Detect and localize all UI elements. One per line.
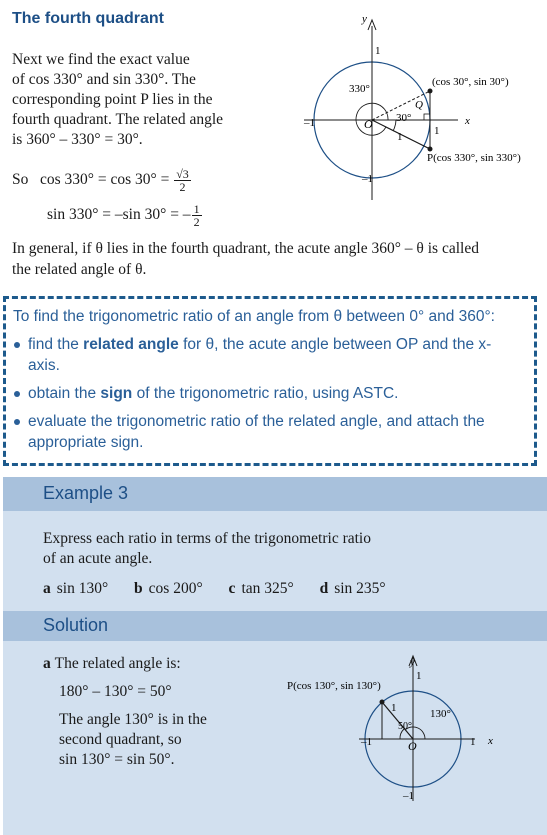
fraction xyxy=(192,203,202,228)
tick-label: –1 xyxy=(362,173,373,185)
key-bullet xyxy=(12,411,512,453)
origin-label: O xyxy=(408,739,417,753)
eq-left: cos 330° = cos 30° = xyxy=(40,171,170,189)
x-axis-label: x xyxy=(465,115,470,127)
part-letter: b xyxy=(134,580,143,597)
unit-circle-diagram-130 xyxy=(283,649,508,809)
point-upper-label: (cos 30°, sin 30°) xyxy=(432,76,509,88)
bullet-text: of the trigonometric ratio, using ASTC. xyxy=(132,385,399,402)
bullet-bold: related angle xyxy=(83,336,179,353)
general-statement xyxy=(12,238,537,280)
example-title: Example 3 xyxy=(43,483,129,503)
intro-paragraph xyxy=(12,50,267,150)
key-bullet xyxy=(12,334,512,376)
key-bullet xyxy=(12,383,512,404)
tick-label: 1 xyxy=(416,670,422,682)
radius-label: 1 xyxy=(391,702,397,714)
point-p xyxy=(380,700,385,705)
tick-label: –1 xyxy=(361,736,372,748)
general-line: the related angle of θ. xyxy=(12,261,147,278)
point-p xyxy=(428,147,433,152)
part-d xyxy=(320,580,386,597)
fraction-denominator: 2 xyxy=(179,180,186,194)
example-task xyxy=(43,529,443,569)
part-text: cos 200° xyxy=(148,580,203,597)
bullet-icon xyxy=(14,391,20,397)
fraction-denominator: 2 xyxy=(193,215,200,229)
unit-circle-diagram-330 xyxy=(300,10,547,208)
bullet-text: for θ, the acute angle between OP and the x-axis. xyxy=(28,336,492,374)
task-line: of an acute angle. xyxy=(43,550,153,567)
tick-label: –1 xyxy=(403,790,414,802)
part-c xyxy=(229,580,294,597)
tick-label: 1 xyxy=(434,125,440,137)
bullet-text: find the xyxy=(28,336,84,353)
part-text: sin 235° xyxy=(334,580,386,597)
bullet-text: evaluate the trigonometric ratio of the related angle, and attach the appropriate sign. xyxy=(28,413,485,451)
intro-line: corresponding point P lies in the xyxy=(12,91,213,108)
example-box xyxy=(3,477,547,835)
fraction xyxy=(174,168,191,193)
part-letter: c xyxy=(228,580,236,597)
solution-line xyxy=(43,654,243,674)
eq-prefix: So xyxy=(12,171,29,189)
key-box-lead: To find the trigonometric ratio of an angle from θ between 0° and 360°: xyxy=(13,308,495,325)
point-p-label: P(cos 130°, sin 130°) xyxy=(287,680,381,692)
section-title: The fourth quadrant xyxy=(12,10,164,27)
solution-text: The related angle is: xyxy=(54,655,181,672)
y-axis-label: y xyxy=(410,656,415,668)
tick-label: –1 xyxy=(304,117,315,129)
part-a xyxy=(43,580,108,597)
part-letter: a xyxy=(43,655,51,672)
tick-label: 1 xyxy=(470,736,476,748)
bullet-icon xyxy=(14,342,20,348)
part-letter: a xyxy=(43,580,51,597)
equation-sin330 xyxy=(47,203,203,228)
angle-label: 330° xyxy=(349,83,370,95)
intro-line: is 360° – 330° = 30°. xyxy=(12,131,143,148)
solution-line: The angle 130° is in the second quadrant, so xyxy=(59,711,207,748)
intro-line: fourth quadrant. The related angle xyxy=(12,111,224,128)
example-parts xyxy=(43,580,408,598)
fraction-numerator: 1 xyxy=(193,202,200,216)
eq-left: sin 330° = –sin 30° = – xyxy=(47,206,191,224)
point-q-label: Q xyxy=(415,99,423,111)
part-b xyxy=(134,580,203,597)
solution-line: 180° – 130° = 50° xyxy=(59,683,172,700)
radius-label: 1 xyxy=(397,131,403,143)
related-angle-label: 30° xyxy=(396,112,412,124)
bullet-icon xyxy=(14,419,20,425)
equation-cos330 xyxy=(12,168,192,193)
example-header xyxy=(3,477,547,511)
general-line: In general, if θ lies in the fourth quadrant, the acute angle 360° – θ is called xyxy=(12,240,479,257)
bullet-bold: sign xyxy=(100,385,133,402)
y-axis-label: y xyxy=(362,13,367,25)
solution-line: sin 130° = sin 50°. xyxy=(59,751,175,768)
tick-label: 1 xyxy=(375,45,381,57)
related-angle-label: 50° xyxy=(398,721,412,732)
solution-header xyxy=(3,611,547,641)
solution-part-a xyxy=(43,654,243,778)
right-angle-mark xyxy=(424,114,430,120)
part-text: tan 325° xyxy=(241,580,294,597)
part-letter: d xyxy=(319,580,329,597)
point-p-label: P(cos 330°, sin 330°) xyxy=(427,152,521,164)
angle-label: 130° xyxy=(430,708,451,720)
x-axis-label: x xyxy=(488,735,493,747)
task-line: Express each ratio in terms of the trigonometric ratio xyxy=(43,530,371,547)
part-text: sin 130° xyxy=(56,580,109,597)
fraction-numerator: √3 xyxy=(176,167,189,181)
intro-line: of cos 330° and sin 330°. The xyxy=(12,71,196,88)
origin-label: O xyxy=(364,117,373,131)
intro-line: Next we find the exact value xyxy=(12,51,190,68)
key-bullet-list xyxy=(12,334,512,460)
bullet-text: obtain the xyxy=(28,385,101,402)
key-points-box xyxy=(3,296,537,466)
point-upper xyxy=(428,89,433,94)
solution-title: Solution xyxy=(43,615,109,635)
